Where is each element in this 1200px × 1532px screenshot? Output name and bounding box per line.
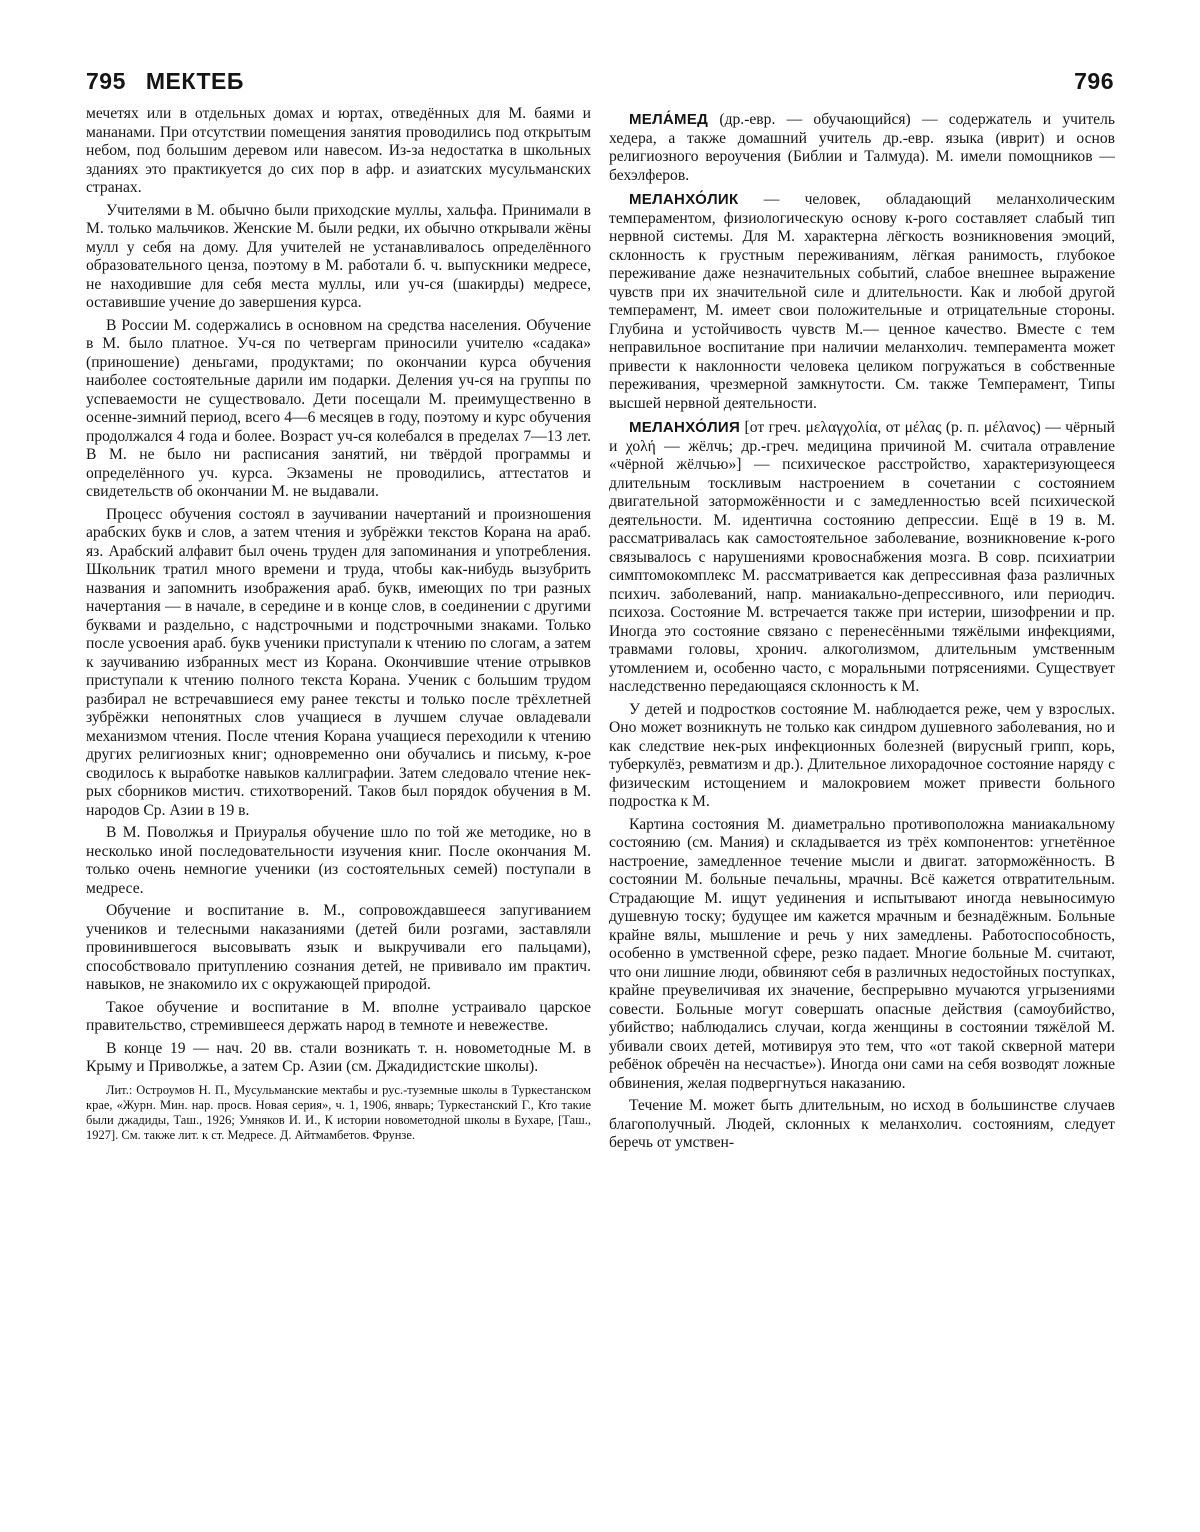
- article-text: [от греч. μελαγχολία, от μέλας (р. п. μέλανος) — чёрный и χολή — жёлчь; др.-греч. медицина причиной М. считала отравление «чёрной жёлчью»] — психическое расстройство, характеризующееся длительным тоскливым настроением в сочетании с состоянием двигательной заторможённости и с замедленностью всей психической деятельности. М. идентична состоянию депрессии. Ещё в 19 в. М. рассматривалась как самостоятельное заболевание, возникновение к-рого связывалось с нарушениями кровоснабжения мозга. В совр. психиатрии симптомокомплекс М. рассматривается как депрессивная фаза различных психич. заболеваний, напр. маниакально-депрессивного, или периодич. психоза. Состояние М. встречается также при истерии, шизофрении и пр. Иногда это состояние связано с перенесёнными тяжёлыми инфекциями, травмами головы, хронич. алкоголизмом, длительным умственным утомлением и, особенно часто, с моральными потрясениями. Существует наследственно передающаяся склонность к М.: [609, 419, 1115, 695]
- paragraph: Учителями в М. обычно были приходские муллы, хальфа. Принимали в М. только мальчиков. Женские М. были редки, их обычно открывали жёны мулл у себя на дому. Для учителей не устанавливалось определённого образовательного ценза, поэтому в М. работали б. ч. выпускники медресе, не находившие для себя места муллы, или уч-ся (шакирды) медресе, оставившие учение до завершения курса.: [86, 201, 591, 311]
- headword: МЕЛАНХО́ЛИК: [629, 191, 739, 208]
- left-page-number: 795: [86, 68, 126, 94]
- right-page-number: 796: [1074, 68, 1114, 94]
- paragraph: мечетях или в отдельных домах и юртах, отведённых для М. баями и мананами. При отсутствии помещения занятия проводились под открытым небом, под большим деревом или навесом. Из-за недостатка в школьных зданиях это практикуется до сих пор в афр. и азиатских мусульманских странах.: [86, 105, 591, 196]
- article-text: — человек, обладающий меланхолическим темпераментом, физиологическую основу к-рого составляет слабый тип нервной системы. Для М. характерна лёгкость возникновения эмоций, склонность к грустным переживаниям, лёгкая ранимость, глубокое переживание даже незначительных событий, слабое внешнее выражение чувств при их значительной силе и длительности. Как и любой другой темперамент, М. имеет свои положительные и отрицательные стороны. Глубина и устойчивость чувств М.— ценное качество. Вместе с тем неправильное воспитание при наличии меланхолич. темперамента может привести к наклонности человека целиком погружаться в собственные переживания, чрезмерной замкнутости. См. также Темперамент, Типы высшей нервной деятельности.: [609, 191, 1115, 412]
- paragraph: Такое обучение и воспитание в М. вполне устраивало царское правительство, стремившееся держать народ в темноте и невежестве.: [86, 998, 591, 1034]
- running-header-right: [1074, 68, 1114, 95]
- paragraph: Картина состояния М. диаметрально противоположна маниакальному состоянию (см. Мания) и складывается из трёх компонентов: угнетённое настроение, замедленное течение мысли и двигат. заторможённость. В состоянии М. больные печальны, мрачны. Всё кажется отвратительным. Страдающие М. ищут уединения и испытывают иногда невыносимую душевную тоску; будущее им кажется мрачным и безнадёжным. Больные крайне вялы, мышление и речь у них замедлены. Работоспособность, особенно в умственной сфере, резко падает. Многие больные М. считают, что они лишние люди, обвиняют себя в различных недостойных поступках, крайне преувеличивая их значение, беспрерывно мучаются угрызениями совести. Больные могут совершать опасные действия (самоубийство, убийство; наблюдались случаи, когда женщины в состоянии тяжёлой М. убивали своих детей, мотивируя это тем, что «от такой скверной матери ребёнок обречён на несчастье»). Иногда они сами на себя возводят ложные обвинения, желая подвергнуться наказанию.: [609, 815, 1115, 1092]
- paragraph: В конце 19 — нач. 20 вв. стали возникать т. н. новометодные М. в Крыму и Приволжье, а затем Ср. Азии (см. Джадидистские школы).: [86, 1039, 591, 1075]
- article-melamed: [609, 111, 1115, 185]
- paragraph: Течение М. может быть длительным, но исход в большинстве случаев благополучный. Людей, склонных к меланхолич. состояниям, следует беречь от умствен-: [609, 1097, 1115, 1151]
- paragraph: У детей и подростков состояние М. наблюдается реже, чем у взрослых. Оно может возникнуть не только как синдром душевного заболевания, но и как следствие нек-рых инфекционных болезней (вирусный грипп, корь, туберкулёз, ревматизм и др.). Длительное лихорадочное состояние наряду с физическим истощением и малокровием может привести больного подростка к М.: [609, 700, 1115, 810]
- headword: МЕЛА́МЕД: [629, 111, 709, 128]
- paragraph: В М. Поволжья и Приуралья обучение шло по той же методике, но в несколько иной последовательности изучения книг. После окончания М. только очень немногие ученики (из состоятельных семей) поступали в медресе.: [86, 824, 591, 897]
- left-column: [86, 105, 591, 1147]
- paragraph: В России М. содержались в основном на средства населения. Обучение в М. было платное. Уч-ся по четвергам приносили учителю «садака» (приношение) деньгами, продуктами; по окончании курса обучения наиболее состоятельные дарили им подарки. Деления уч-ся на группы по успеваемости не существовало. Дети посещали М. преимущественно в осенне-зимний период, всего 4—6 месяцев в году, поэтому и курс обучения продолжался 4 года и более. Возраст уч-ся колебался в пределах 7—13 лет. В М. не было ни расписания занятий, ни твёрдой программы и определённого уч. курса. Экзамены не проводились, аттестатов и свидетельств об окончании М. не выдавали.: [86, 316, 591, 500]
- paragraph: Обучение и воспитание в. М., сопровождавшееся запугиванием учеников и телесными наказаниями (детей били розгами, заставляли провинившегося высовывать язык и выкручивали его пальцами), способствовало притуплению сознания детей, не прививало им практич. навыков, не знакомило их с окружающей природой.: [86, 902, 591, 993]
- paragraph: Процесс обучения состоял в заучивании начертаний и произношения арабских букв и слов, а затем чтения и зубрёжки текстов Корана на араб. яз. Арабский алфавит был очень труден для запоминания и употребления. Школьник тратил много времени и труда, чтобы как-нибудь вызубрить названия и запомнить изображения араб. букв, имеющих по три разных начертания — в начале, в середине и в конце слов, в соединении с другими буквами и раздельно, с надстрочными и подстрочными знаками. Только после усвоения араб. букв ученики приступали к чтению по слогам, а затем к заучиванию избранных мест из Корана. Окончившие чтение отрывков приступали к чтению полного текста Корана. Ученик с большим трудом разбирал не встречавшиеся ему ранее тексты и только после трёхлетней зубрёжки непонятных слов учащиеся в лучшем случае овладевали механизмом чтения. После чтения Корана учащиеся переходили к чтению других религиозных книг; одновременно они обучались и письму, к-рое сводилось к выработке навыков каллиграфии. Затем следовало чтение нек-рых сборников мистич. стихотворений. Таков был порядок обучения в М. народов Ср. Азии в 19 в.: [86, 505, 591, 819]
- right-column: [609, 105, 1115, 1157]
- running-title: МЕКТЕБ: [145, 68, 244, 94]
- article-text: (др.-евр. — обучающийся) — содержатель и учитель хедера, а также домашний учитель др.-евр. языка (иврит) и основ религиозного вероучения (Библии и Талмуда). М. имели помощников — бехэлферов.: [609, 111, 1115, 184]
- headword: МЕЛАНХО́ЛИЯ: [629, 419, 741, 436]
- running-header-left: [86, 68, 244, 95]
- article-melancholia: [609, 419, 1115, 697]
- literature-references: Лит.: Остроумов Н. П., Мусульманские мектабы и рус.-туземные школы в Туркестанском крае, «Журн. Мин. нар. просв. Новая серия», ч. 1, 1906, январь; Туркестанский Г., Кто такие были джадиды, Таш., 1926; Умняков И. И., К истории новометодной школы в Бухаре, [Таш., 1927]. См. также лит. к ст. Медресе. Д. Айтмамбетов. Фрунзе.: [86, 1082, 591, 1142]
- article-melancholic: [609, 191, 1115, 413]
